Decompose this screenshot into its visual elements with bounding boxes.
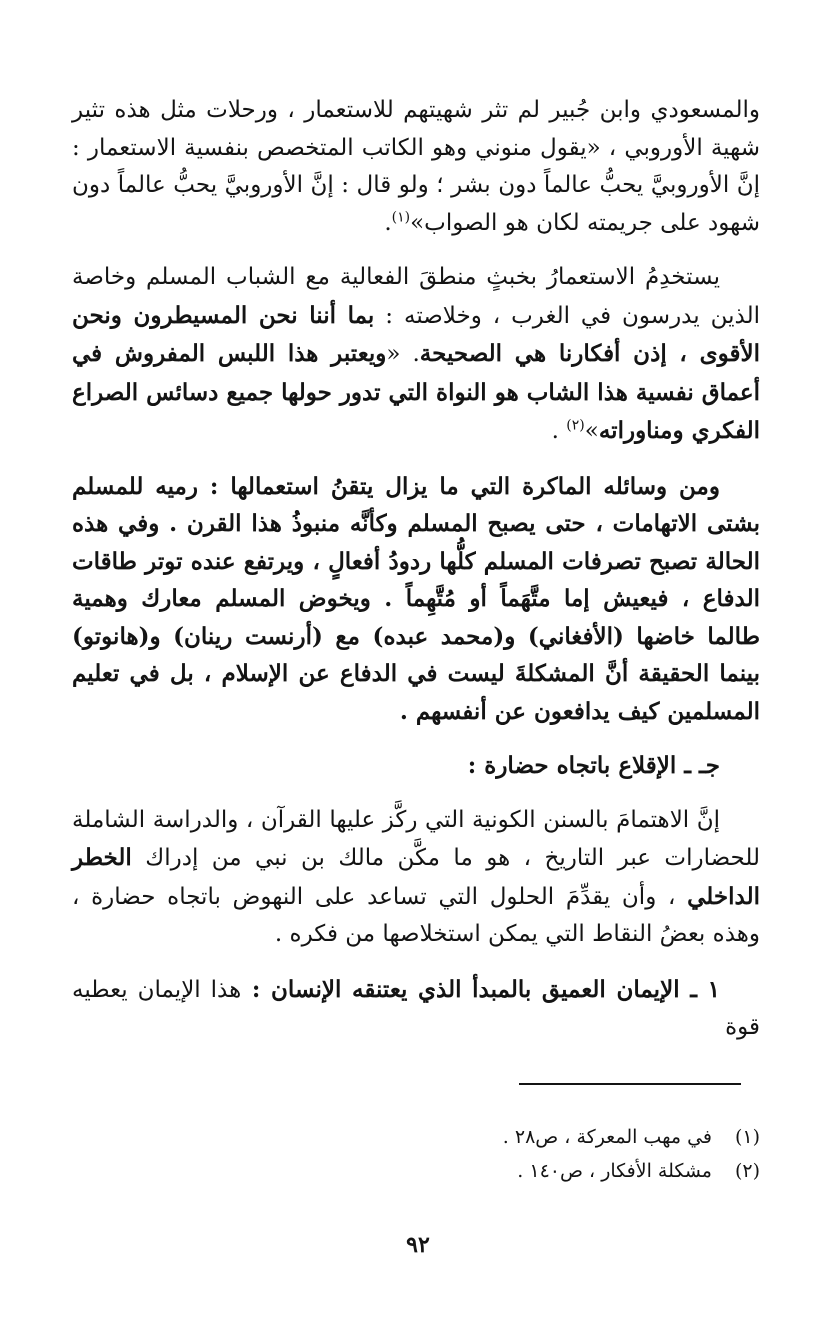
footnote-1 (72, 1120, 760, 1154)
paragraph-2-text-b: بما أننا نحن المسيطرون ونحن الأقوى ، إذن أفكارنا هي الصحيحة (72, 301, 760, 367)
paragraph-5-text-a: ١ ـ الإيمان العميق بالمبدأ الذي يعتنقه الإنسان : (241, 975, 720, 1003)
paragraph-2-text-c: . « (386, 341, 420, 367)
footnote-2-text: مشكلة الأفكار ، ص١٤٠ . (517, 1160, 712, 1182)
footnote-2 (72, 1154, 760, 1188)
paragraph-1 (72, 92, 760, 242)
paragraph-4-text-c: ، وأن يقدِّمَ الحلول التي تساعد على النهوض باتجاه حضارة ، وهذه بعضُ النقاط التي يمكن استخلاصها من فكره . (72, 883, 760, 947)
paragraph-2-text-a: يستخدِمُ الاستعمارُ بخبثٍ منطقَ الفعالية مع الشباب المسلم وخاصة الذين يدرسون في الغرب ، وخلاصته : (72, 264, 760, 329)
footnote-1-text: في مهب المعركة ، ص٢٨ . (502, 1126, 712, 1148)
paragraph-4-text-a: إنَّ الاهتمامَ بالسنن الكونية التي ركَّز عليها القرآن ، والدراسة الشاملة للحضارات عبر التاريخ ، هو ما مكَّن مالك بن نبي من إدراك (72, 806, 760, 871)
paragraph-3-text-b: رميه للمسلم بشتى الاتهامات ، حتى يصبح المسلم وكأنَّه منبوذُ هذا القرن . وفي هذه الحالة تصبح تصرفات المسلم كلُّها ردودُ أفعالٍ ، ويرتفع عنده توتر طاقات الدفاع ، فيعيش إما متَّهَماً أو مُتَّهِماً . ويخوض المسلم معارك وهمية طالما خاضها (الأفغاني) و(محمد عبده) مع (أرنست رينان) و(هانوتو) بينما الحقيقة أنَّ المشكلةَ ليست في الدفاع عن الإسلام ، بل في تعليم المسلمين كيف يدافعون عن أنفسهم . (72, 472, 760, 725)
paragraph-5 (72, 971, 760, 1047)
footnote-1-number: (١) (734, 1126, 760, 1148)
footnote-ref-2: (٢) (566, 417, 585, 434)
paragraph-1-end: . (384, 209, 392, 236)
footnote-ref-1: (١) (391, 208, 411, 225)
footnotes (72, 1120, 760, 1188)
paragraph-2-quote-close: » (584, 418, 599, 444)
paragraph-3-text-a: ومن وسائله الماكرة التي ما يزال يتقنُ استعمالها : (197, 472, 720, 500)
section-heading: جـ ـ الإقلاع باتجاه حضارة : (467, 752, 720, 779)
paragraph-4 (72, 802, 760, 954)
paragraph-2 (72, 259, 760, 451)
paragraph-4-text-b: الخطر الداخلي (72, 844, 760, 910)
page-number: ٩٢ (406, 1232, 430, 1258)
paragraph-1-text: والمسعودي وابن جُبير لم تثر شهيتهم للاستعمار ، ورحلات مثل هذه تثير شهية الأوروبي ، «يقول منوني وهو الكاتب المتخصص بنفسية الاستعمار : إنَّ الأوروبيَّ يحبُّ عالماً دون بشر ؛ ولو قال : إنَّ الأوروبيَّ يحبُّ عالماً دون شهود على جريمته لكان هو الصواب» (72, 97, 761, 236)
page-body (72, 92, 760, 1064)
paragraph-2-quote: ويعتبر هذا اللبس المفروش في أعماق نفسية هذا الشاب هو النواة التي تدور حولها جميع دسائس الصراع الفكري ومناوراته (71, 340, 760, 444)
paragraph-5-text-b: هذا الإيمان يعطيه قوة (72, 976, 760, 1040)
paragraph-3 (72, 468, 760, 731)
footnote-2-number: (٢) (734, 1160, 760, 1182)
footnote-separator (519, 1083, 741, 1085)
paragraph-2-end: . (551, 418, 567, 444)
